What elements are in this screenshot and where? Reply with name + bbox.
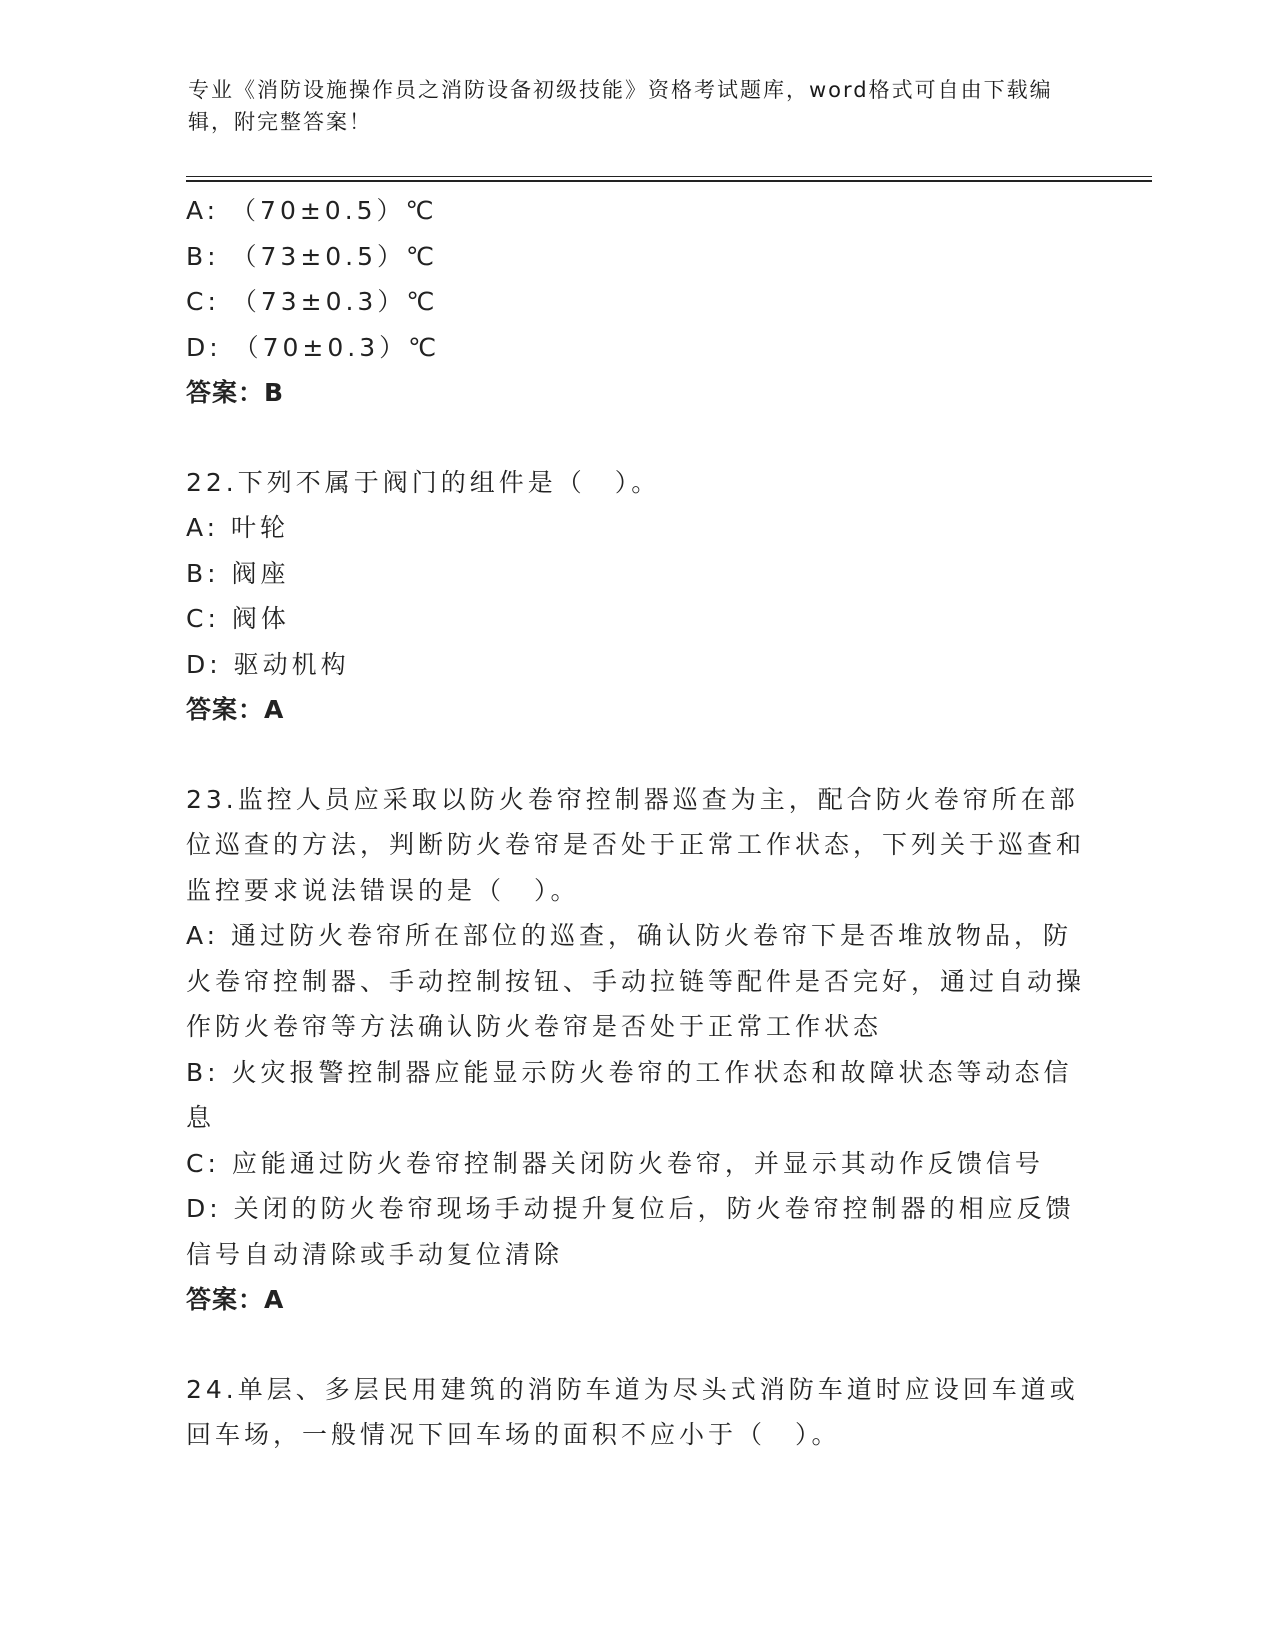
option-c: C: 应能通过防火卷帘控制器关闭防火卷帘，并显示其动作反馈信号 (186, 1148, 1044, 1178)
question-text: 23.监控人员应采取以防火卷帘控制器巡查为主，配合防火卷帘所在部位巡查的方法，判断防火卷帘是否处于正常工作状态，下列关于巡查和监控要求说法错误的是（ ）。 (186, 784, 1086, 905)
option-c: C: 阀体 (186, 604, 290, 633)
question-block (186, 777, 1086, 1323)
option-a: A: 通过防火卷帘所在部位的巡查，确认防火卷帘下是否堆放物品，防火卷帘控制器、手动控制按钮、手动拉链等配件是否完好，通过自动操作防火卷帘等方法确认防火卷帘是否处于正常工作状态 (186, 921, 1086, 1041)
option-b: B: （73±0.5）℃ (186, 241, 439, 271)
question-content (186, 188, 1086, 1458)
option-d: D: 驱动机构 (186, 649, 350, 679)
document-header: 专业《消防设施操作员之消防设备初级技能》资格考试题库，word格式可自由下载编辑，附完整答案！ (188, 78, 1053, 134)
answer-label: 答案：A (186, 695, 285, 724)
spacer (186, 733, 1086, 777)
answer-label: 答案：B (186, 378, 285, 407)
question-block (186, 460, 1086, 733)
spacer (186, 416, 1086, 460)
question-text: 22.下列不属于阀门的组件是（ ）。 (186, 467, 661, 497)
option-a: A: （70±0.5）℃ (186, 196, 438, 225)
question-text: 24.单层、多层民用建筑的消防车道为尽头式消防车道时应设回车道或回车场，一般情况下回车场的面积不应小于（ ）。 (186, 1374, 1079, 1449)
question-block (186, 1367, 1086, 1458)
option-d: D: 关闭的防火卷帘现场手动提升复位后，防火卷帘控制器的相应反馈信号自动清除或手动复位清除 (186, 1194, 1075, 1269)
option-a: A: 叶轮 (186, 513, 290, 542)
option-b: B: 阀座 (186, 558, 290, 588)
header-divider (186, 176, 1152, 182)
question-block (186, 188, 1086, 416)
option-c: C: （73±0.3）℃ (186, 287, 439, 316)
option-d: D: （70±0.3）℃ (186, 332, 441, 362)
option-b: B: 火灾报警控制器应能显示防火卷帘的工作状态和故障状态等动态信息 (186, 1057, 1073, 1132)
answer-label: 答案：A (186, 1285, 285, 1314)
spacer (186, 1323, 1086, 1367)
